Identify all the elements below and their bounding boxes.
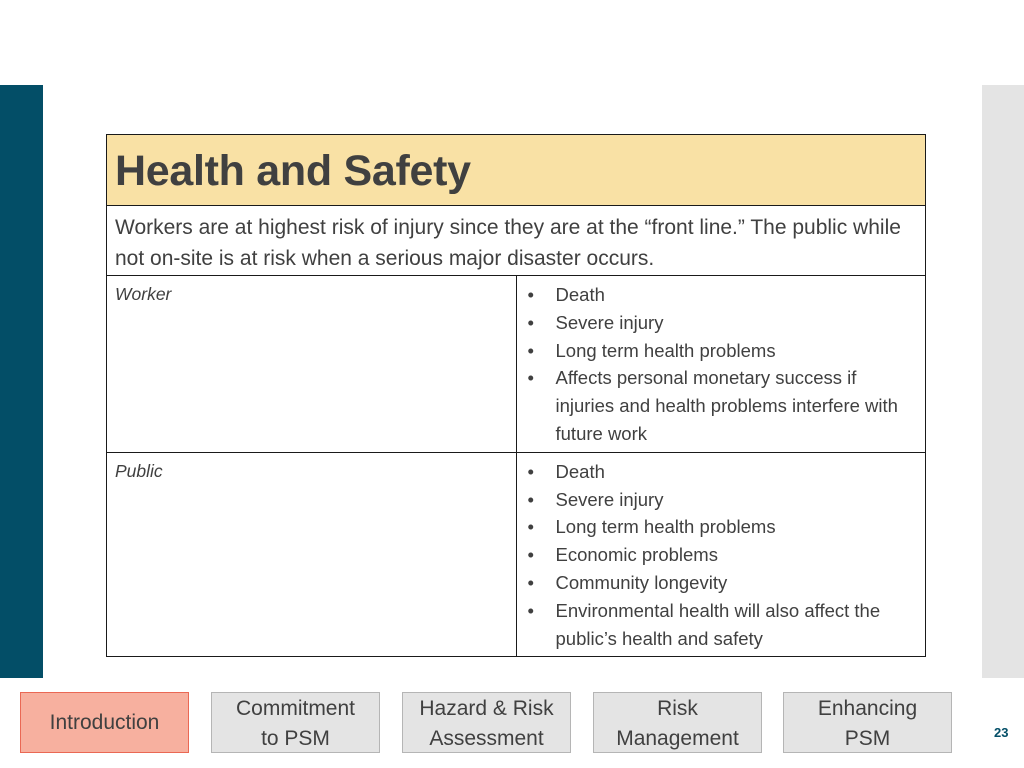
nav-button-commitment-to-psm[interactable] [211,692,380,753]
list-item: • Affects personal monetary success if injuries and health problems interfere with future work [525,364,918,447]
row-list-cell [516,276,926,453]
list-item: • Severe injury [525,309,918,337]
bullet-list [525,281,918,448]
nav-button-enhancing-psm[interactable] [783,692,952,753]
row-list-cell [516,452,926,657]
row-label: Worker [107,276,517,453]
nav-label: Introduction [49,711,160,734]
nav-label: Hazard & Risk [419,697,554,720]
list-item: • Severe injury [525,486,918,514]
list-item: • Environmental health will also affect the public’s health and safety [525,597,918,653]
list-item: • Long term health problems [525,513,918,541]
nav-label: Commitment [235,697,356,720]
intro-text: Workers are at highest risk of injury since they are at the “front line.” The public while not on-site is at risk when a serious major disaster occurs. [107,206,926,276]
list-item: • Community longevity [525,569,918,597]
bullet-list [525,458,918,653]
list-item: • Economic problems [525,541,918,569]
intro-row [107,206,926,276]
list-item: • Long term health problems [525,337,918,365]
health-safety-table [106,134,926,657]
nav-button-risk-management[interactable] [593,692,762,753]
list-item: • Death [525,458,918,486]
page-number: 23 [994,725,1009,740]
right-side-bar [982,85,1024,678]
nav-label: Assessment [429,727,544,750]
nav-label: Risk [657,697,698,720]
nav-label: Management [616,727,739,750]
nav-label: to PSM [261,727,330,750]
left-accent-bar [0,85,43,678]
title-cell [107,135,926,206]
slide-title: Health and Safety [115,147,471,195]
list-item: • Death [525,281,918,309]
nav-label: Enhancing [817,697,918,720]
row-label: Public [107,452,517,657]
title-row [107,135,926,206]
nav-button-introduction[interactable] [20,692,189,753]
nav-label: PSM [844,727,891,750]
nav-button-hazard-risk-assessment[interactable] [402,692,571,753]
table-row [107,276,926,453]
table-row [107,452,926,657]
